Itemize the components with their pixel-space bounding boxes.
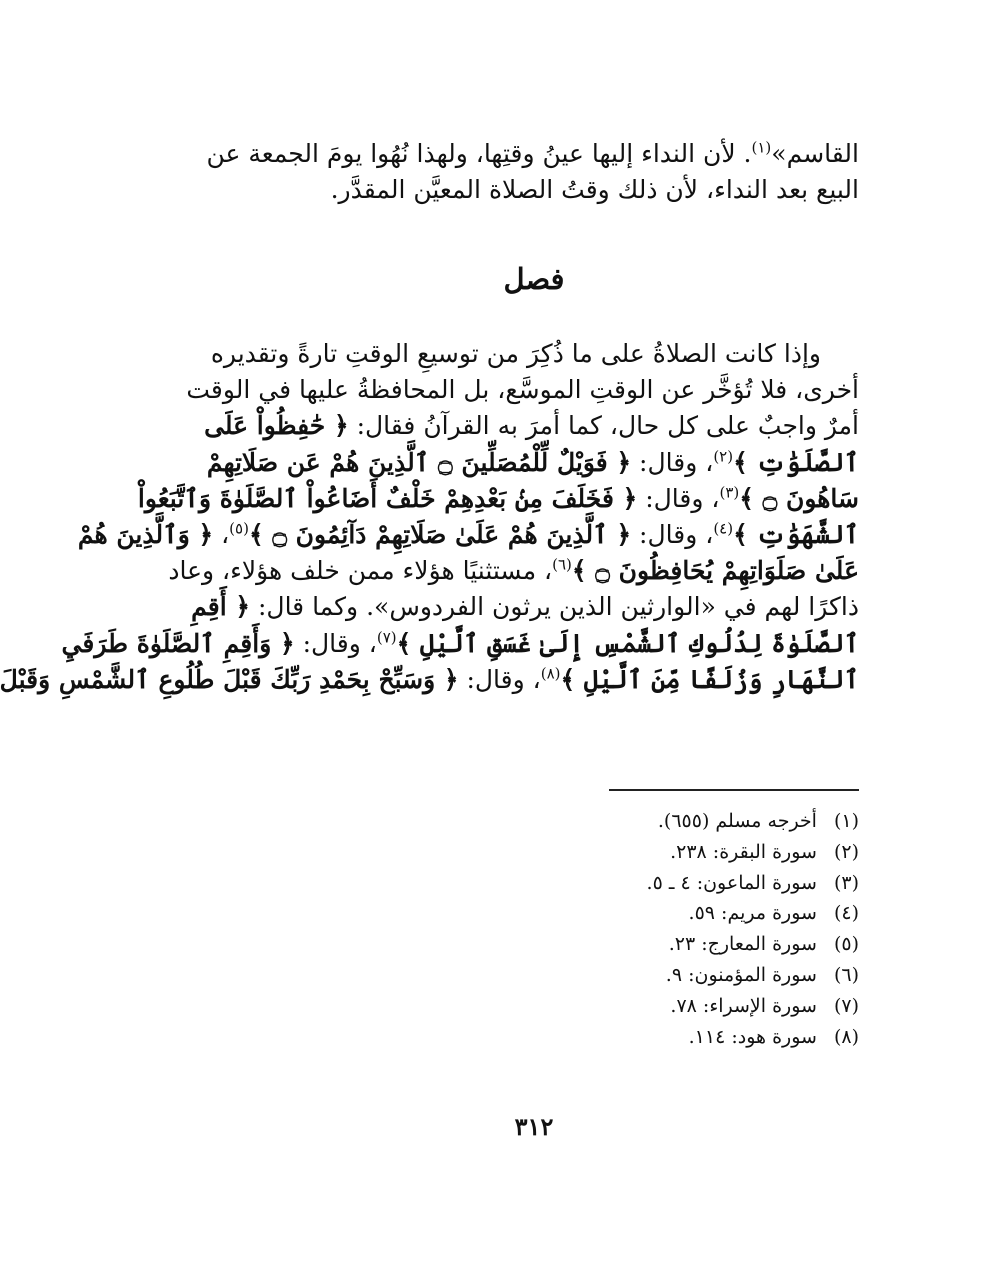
footnote-item (459, 1022, 859, 1053)
text-span: ، وقال: (631, 520, 714, 550)
text-span: ، وقال: (631, 447, 714, 477)
footnote-number: (٢) (833, 840, 859, 863)
footnote-text: سورة مريم: ٥٩. (688, 902, 817, 925)
text-line (61, 626, 859, 662)
footnote-ref[interactable]: (٥) (229, 519, 249, 538)
section-heading: فصل (503, 262, 565, 296)
text-span: أمرٌ واجبٌ على كل حال، كما أمرَ به القرآنُ فقال: (348, 411, 859, 441)
footnote-number: (٥) (833, 933, 859, 956)
footnotes-list (459, 806, 859, 1052)
quran-quote: ﴿ ٱلَّذِينَ هُمْ عَلَىٰ صَلَاتِهِمْ دَآئِمُونَ ۝ ﴾ (248, 520, 632, 550)
quran-quote: ﴿ وَٱلَّذِينَ هُمْ (77, 520, 214, 550)
footnote-text: أخرجه مسلم (٦٥٥). (657, 810, 817, 832)
text-line: البيع بعد النداء، لأن ذلك وقتُ الصلاة المعيَّن المقدَّر. (330, 175, 859, 205)
text-line (137, 481, 859, 517)
intro-paragraph (206, 136, 859, 208)
quran-quote: ﴿ فَخَلَفَ مِنۢ بَعْدِهِمْ خَلْفٌ أَضَاعُواْ ٱلصَّلَوٰةَ وَٱتَّبَعُواْ (137, 483, 638, 513)
footnote-ref[interactable]: (٤) (713, 519, 734, 538)
footnote-number: (٦) (833, 963, 859, 986)
text-span: ، وقال: (294, 628, 377, 658)
footnote-text: سورة الإسراء: ٧٨. (670, 994, 817, 1017)
quran-quote: ﴿ أَقِمِ (191, 592, 251, 622)
footnote-text: سورة المعارج: ٢٣. (668, 933, 817, 956)
footnote-number: (٨) (833, 1025, 859, 1048)
text-line (206, 445, 859, 481)
quran-quote: عَلَىٰ صَلَوَاتِهِمْ يُحَافِظُونَ ۝ ﴾ (571, 556, 859, 586)
text-span: ذاكرًا لهم في «الوارثين الذين يرثون الفردوس». وكما قال: (250, 592, 859, 622)
quran-quote: سَاهُونَ ۝ ﴾ (739, 483, 859, 513)
text-span: ، (213, 520, 230, 550)
body-paragraph (0, 336, 859, 698)
footnote-divider (609, 789, 859, 791)
text-span: . لأن النداء إليها عينُ وقتِها، ولهذا نُهُوا يومَ الجمعة عن (206, 139, 752, 168)
footnote-text: سورة الماعون: ٤ ـ ٥. (646, 871, 817, 894)
footnote-text: سورة البقرة: ٢٣٨. (670, 840, 817, 863)
footnote-number: (٣) (833, 871, 859, 894)
footnote-item (459, 898, 859, 929)
footnote-number: (٤) (833, 902, 859, 925)
footnote-text: سورة المؤمنون: ٩. (665, 963, 817, 986)
quran-quote: ٱلصَّلَوٰةَ لِدُلُوكِ ٱلشَّمْسِ إِلَىٰ غَسَقِ ٱلَّيْلِ ﴾ (396, 628, 859, 658)
quran-quote: ٱلشَّهَوَٰتِ ﴾ (733, 520, 859, 550)
footnote-ref[interactable]: (٨) (540, 664, 561, 683)
text-line (191, 589, 859, 625)
footnote-item (459, 991, 859, 1022)
footnote-item (459, 960, 859, 991)
footnote-text: سورة هود: ١١٤. (688, 1025, 817, 1048)
footnote-number: (١) (833, 810, 859, 832)
text-span: ، مستثنيًا هؤلاء ممن خلف هؤلاء، وعاد (168, 556, 553, 586)
footnote-number: (٧) (833, 994, 859, 1017)
quran-quote: ﴿ حَٰفِظُواْ عَلَى (204, 411, 349, 441)
footnote-ref[interactable]: (٧) (376, 628, 397, 647)
text-line: أخرى، فلا تُؤخَّر عن الوقتِ الموسَّع، بل المحافظةُ عليها في الوقت (186, 375, 859, 405)
page-number: ٣١٢ (514, 1112, 554, 1141)
text-line (77, 517, 859, 553)
quran-quote: ﴿ وَأَقِمِ ٱلصَّلَوٰةَ طَرَفَيِ (61, 628, 295, 658)
footnote-ref[interactable]: (١) (751, 138, 772, 157)
footnote-item (459, 929, 859, 960)
quran-quote: ٱلصَّلَوَٰتِ ﴾ (733, 447, 859, 477)
footnote-item (459, 806, 859, 837)
text-line (204, 408, 859, 444)
quran-quote: ٱلنَّهَارِ وَزُلَفًا مِّنَ ٱلَّيْلِ ﴾ (560, 664, 859, 694)
text-span: ، وقال: (458, 664, 541, 694)
text-span: القاسم» (771, 139, 859, 168)
footnote-ref[interactable]: (٦) (552, 555, 572, 574)
text-line: وإذا كانت الصلاةُ على ما ذُكِرَ من توسيعِ الوقتِ تارةً وتقديره (210, 339, 821, 368)
text-line (0, 662, 859, 698)
text-span: ، وقال: (637, 483, 720, 513)
footnote-item (459, 837, 859, 868)
quran-quote: ﴿ فَوَيْلٌ لِّلْمُصَلِّينَ ۝ ٱلَّذِينَ هُمْ عَن صَلَاتِهِمْ (206, 447, 632, 477)
text-line (168, 553, 859, 589)
quran-quote: ﴿ وَسَبِّحْ بِحَمْدِ رَبِّكَ قَبْلَ طُلُوعِ ٱلشَّمْسِ وَقَبْلَ (0, 664, 459, 694)
footnote-ref[interactable]: (٢) (713, 447, 734, 466)
text-line (206, 136, 859, 172)
footnote-item (459, 868, 859, 899)
footnote-ref[interactable]: (٣) (719, 483, 740, 502)
